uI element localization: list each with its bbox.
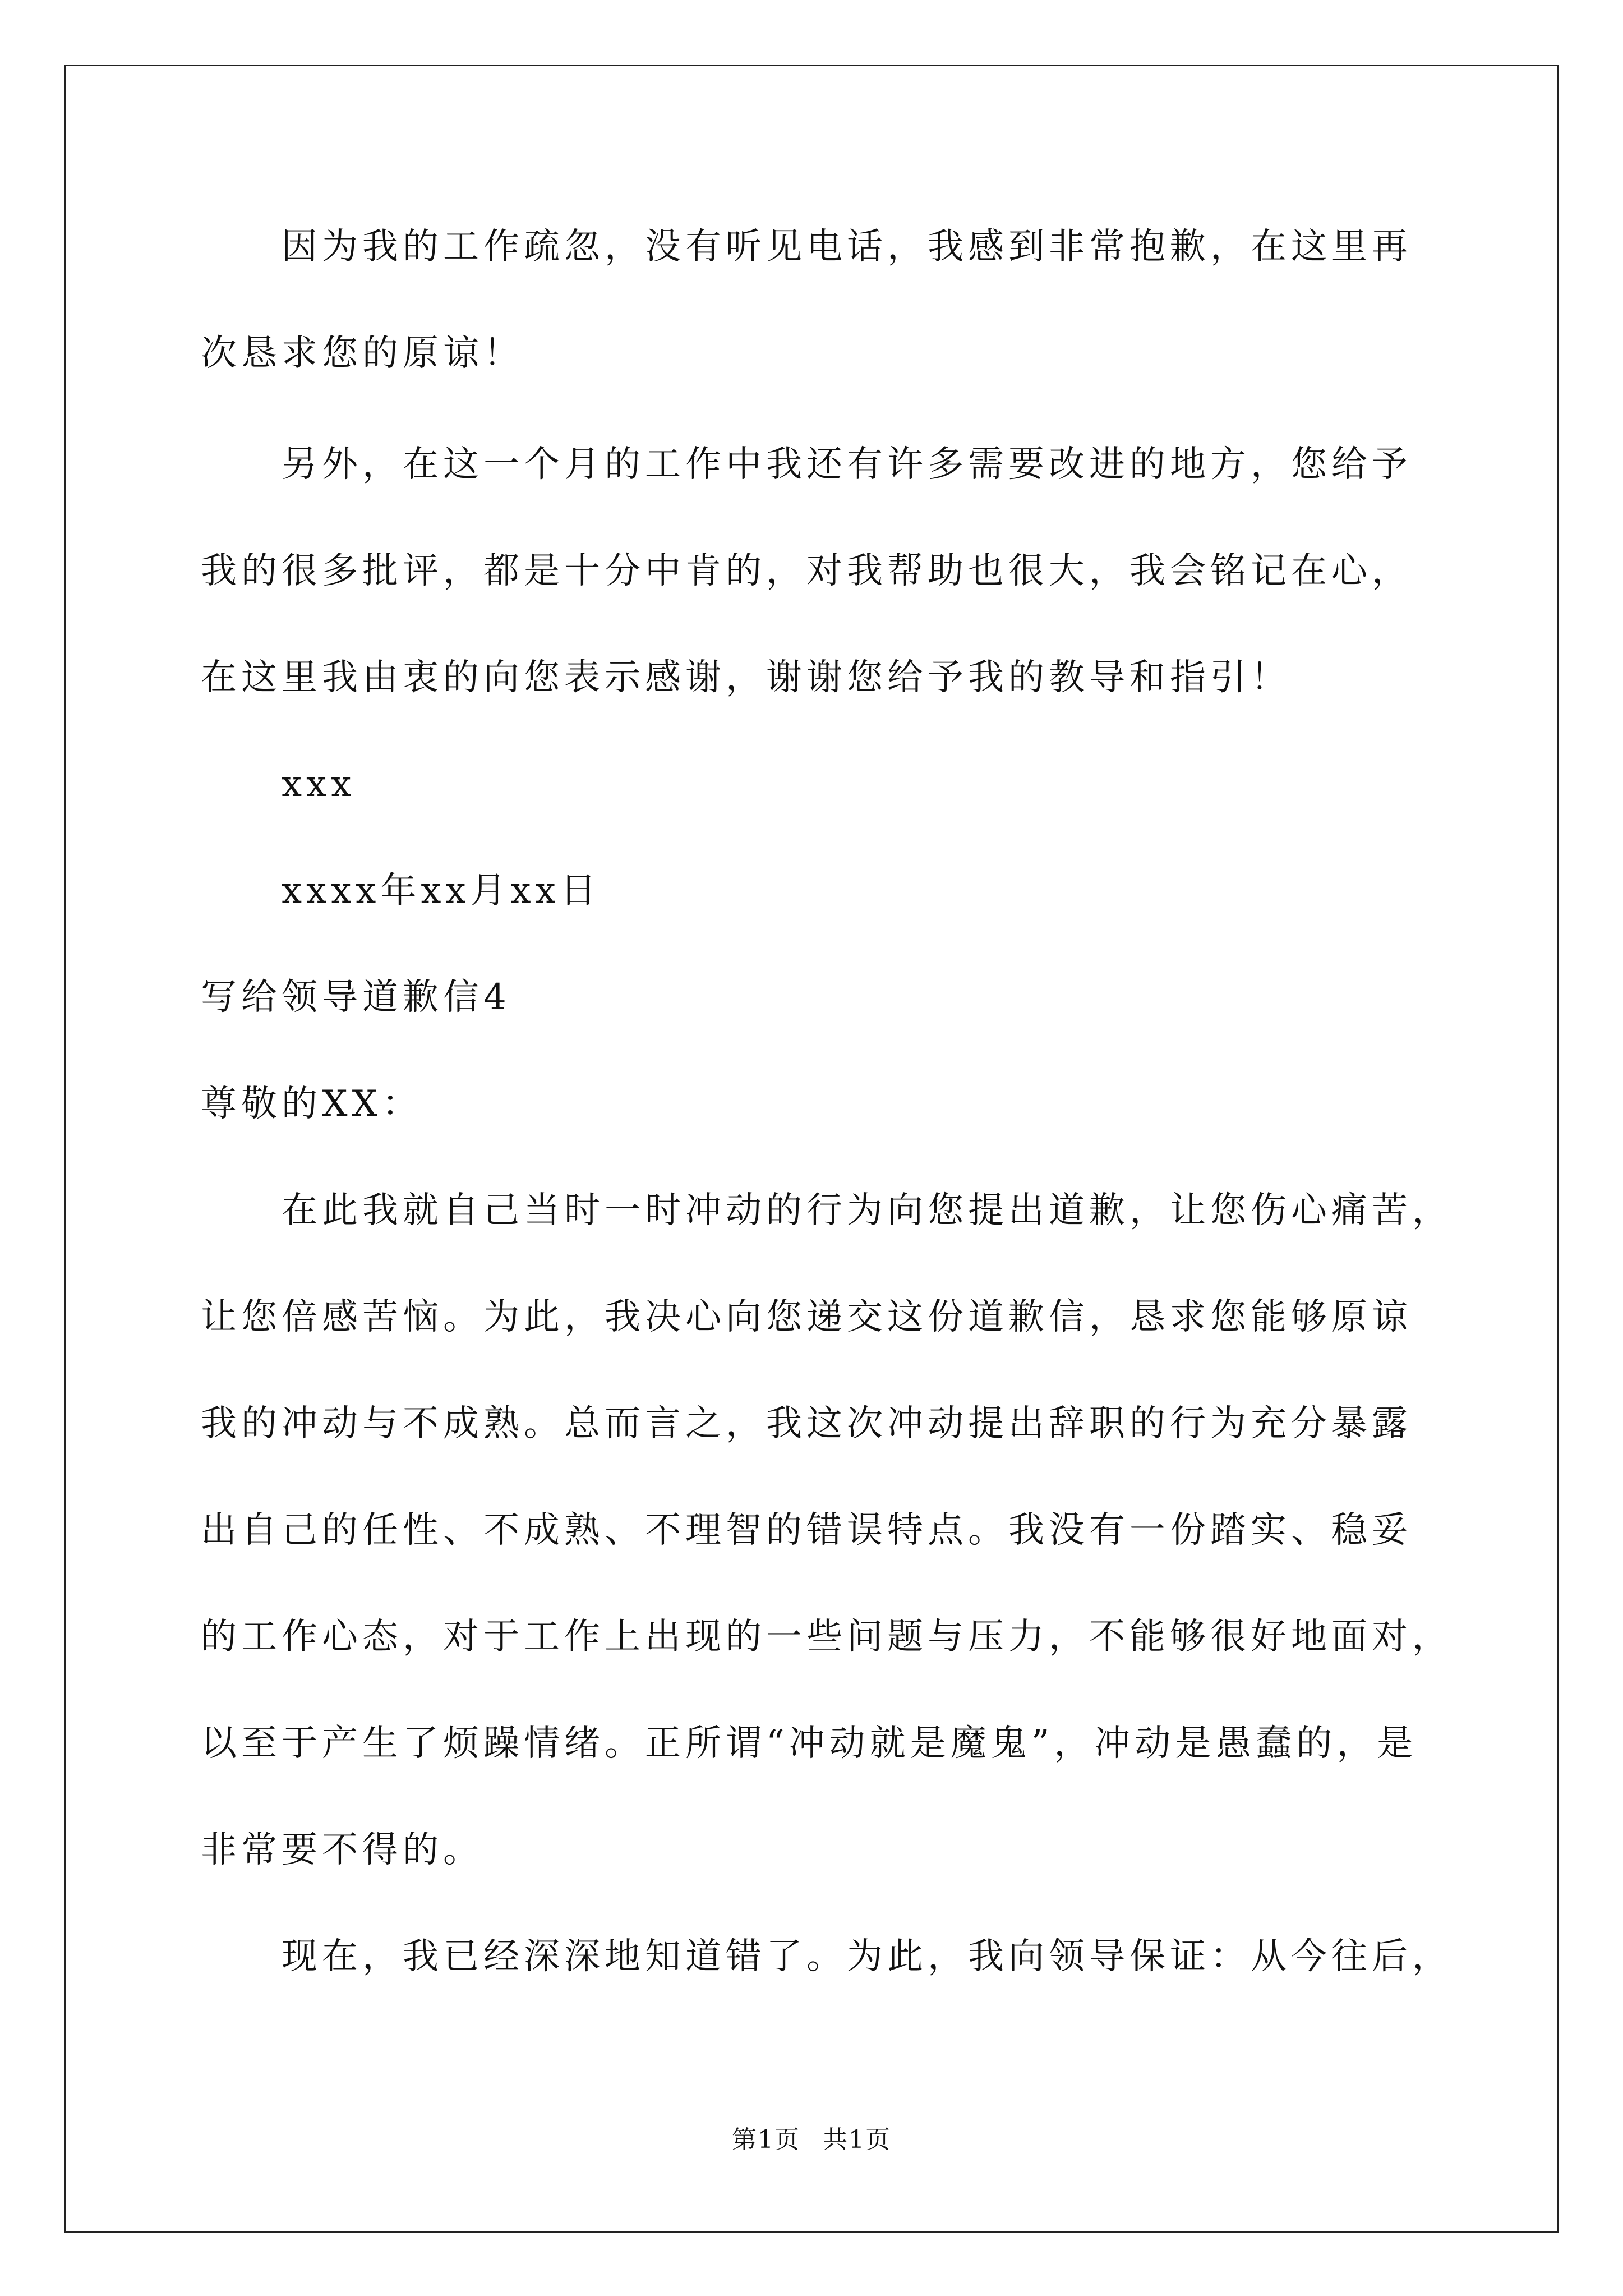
paragraph-line: 另外，在这一个月的工作中我还有许多需要改进的地方，您给予	[282, 444, 1412, 485]
signature-date: xxxx年xx月xx日	[282, 870, 601, 912]
section-heading: 写给领导道歉信4	[201, 977, 511, 1018]
page-number: 第1页	[732, 2125, 800, 2154]
paragraph-line: 让您倍感苦恼。为此，我决心向您递交这份道歉信，恳求您能够原谅	[201, 1296, 1412, 1338]
paragraph-line: 我的很多批评，都是十分中肯的，对我帮助也很大，我会铭记在心，	[201, 550, 1412, 592]
page-total: 共1页	[823, 2125, 891, 2154]
paragraph-line: 在这里我由衷的向您表示感谢，谢谢您给予我的教导和指引！	[201, 657, 1291, 698]
salutation: 尊敬的XX：	[201, 1083, 423, 1125]
paragraph-line: 我的冲动与不成熟。总而言之，我这次冲动提出辞职的行为充分暴露	[201, 1403, 1412, 1444]
page-footer	[0, 2124, 1623, 2156]
paragraph-line: 的工作心态，对于工作上出现的一些问题与压力，不能够很好地面对，	[201, 1616, 1453, 1658]
paragraph-line: 在此我就自己当时一时冲动的行为向您提出道歉，让您伤心痛苦，	[282, 1190, 1453, 1231]
paragraph-line: 以至于产生了烦躁情绪。正所谓“冲动就是魔鬼”，冲动是愚蠢的，是	[201, 1723, 1418, 1764]
paragraph-line: 因为我的工作疏忽，没有听见电话，我感到非常抱歉，在这里再	[282, 226, 1412, 268]
page-border	[64, 65, 1559, 2233]
paragraph-line: 非常要不得的。	[201, 1829, 483, 1871]
paragraph-line: 次恳求您的原谅！	[201, 333, 524, 374]
signature-name: xxx	[282, 763, 356, 805]
paragraph-line: 出自己的任性、不成熟、不理智的错误特点。我没有一份踏实、稳妥	[201, 1510, 1412, 1551]
paragraph-line: 现在，我已经深深地知道错了。为此，我向领导保证：从今往后，	[282, 1936, 1453, 1977]
